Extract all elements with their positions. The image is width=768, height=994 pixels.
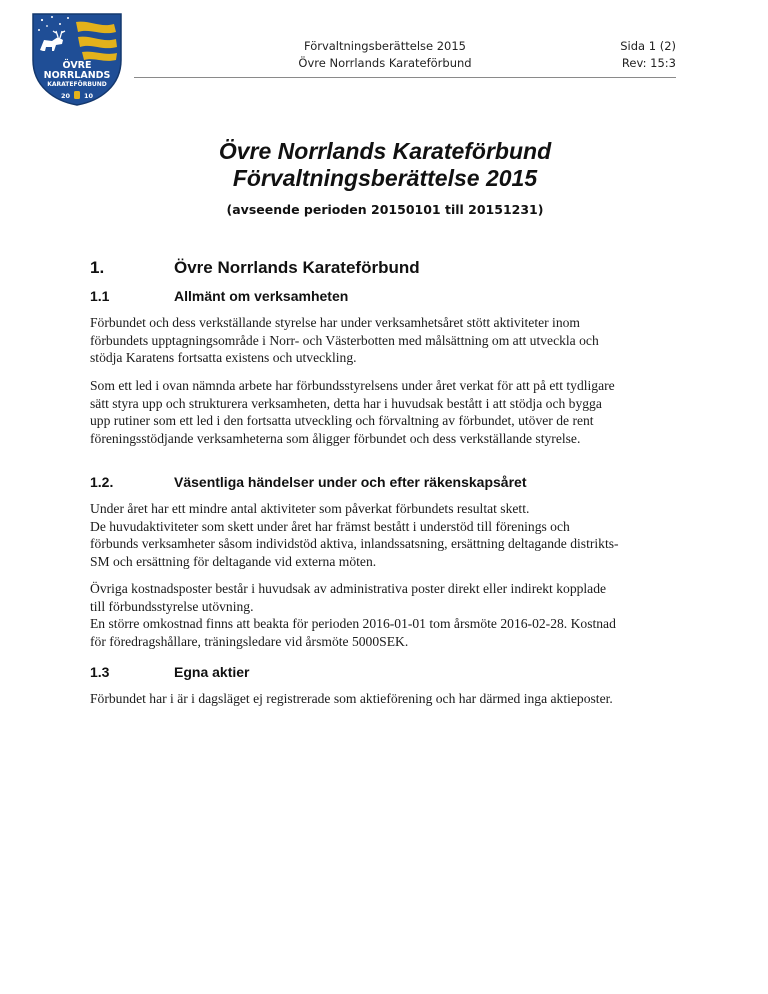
- logo-year-right: 10: [84, 92, 94, 100]
- section-1-1-paragraph-2: [90, 377, 682, 447]
- text-line: Under året har ett mindre antal aktiviteter som påverkat förbundets resultat skett.: [90, 501, 530, 516]
- logo-year-left: 20: [60, 92, 70, 100]
- section-1-3-number: 1.3: [90, 664, 110, 680]
- text-line: En större omkostnad finns att beakta för perioden 2016-01-01 tom årsmöte 2016-02-28. Kostnad: [90, 616, 616, 631]
- text-line: SM och ersättning för deltagande vid externa möten.: [90, 553, 377, 569]
- text-line: föreningsstödjande verksamheterna som åligger förbundet och dess verkställande styrelse.: [90, 430, 581, 446]
- section-1-2-paragraph-1: [90, 500, 682, 570]
- section-1-2-paragraph-2: [90, 580, 682, 650]
- text-line: Övriga kostnadsposter består i huvudsak av administrativa poster direkt eller indirekt kopplade: [90, 581, 607, 596]
- text-line: förbunds verksamheter såsom individstöd aktiva, inlandssatsning, ersättning deltagande distrikts-: [90, 536, 619, 551]
- text-line: stödja Karatens fortsatta existens och utveckling.: [90, 350, 357, 365]
- header-org-name: Övre Norrlands Karateförbund: [298, 56, 472, 70]
- logo-figure-icon: [74, 91, 80, 99]
- header-center: [270, 38, 500, 72]
- header-rule: [134, 77, 676, 78]
- logo-text-line1: ÖVRE: [62, 60, 92, 71]
- text-line: sätt styra upp och strukturera verksamheten, detta har i huvudsak bestått i att stödja och bygga: [90, 395, 602, 411]
- section-1-1-number: 1.1: [90, 288, 110, 304]
- header-revision: Rev: 15:3: [621, 56, 676, 70]
- text-line: De huvudaktiviteter som skett under året har främst bestått i understöd till förenings och: [90, 518, 570, 534]
- text-line: till förbundsstyrelse utövning.: [90, 598, 254, 614]
- section-1-3-paragraph-1: [90, 690, 682, 708]
- text-line: Som ett led i ovan nämnda arbete har förbundsstyrelsens under året verkat för att på ett tydligare: [90, 378, 615, 393]
- section-1-2-number: 1.2.: [90, 474, 114, 490]
- section-1-title: Övre Norrlands Karateförbund: [174, 258, 420, 277]
- document-subtitle: (avseende perioden 20150101 till 20151231): [226, 202, 544, 217]
- text-line: Förbundet och dess verkställande styrelse har under verksamhetsåret stött aktiviteter inom: [90, 315, 580, 330]
- section-1-3-title: Egna aktier: [174, 664, 250, 680]
- section-1-1-paragraph-1: [90, 314, 682, 367]
- federation-logo: [30, 10, 124, 106]
- document-title: [90, 138, 680, 192]
- text-line: förbundets upptagningsområde i Norr- och Västerbotten med målsättning om att utveckla och: [90, 332, 599, 348]
- header-doc-title: Förvaltningsberättelse 2015: [303, 39, 467, 53]
- section-1-number: 1.: [90, 258, 105, 277]
- logo-text-line2: NORRLANDS: [43, 70, 111, 81]
- logo-text-line3: KARATEFÖRBUND: [47, 81, 107, 88]
- header-page-number: Sida 1 (2): [620, 39, 676, 53]
- text-line: för föredragshållare, träningsledare vid årsmöte 5000SEK.: [90, 633, 409, 649]
- text-line: Förbundet har i är i dagsläget ej registrerade som aktieförening och har därmed inga aktieposter.: [90, 691, 613, 706]
- section-1-1-title: Allmänt om verksamheten: [174, 288, 349, 304]
- title-line-1: Övre Norrlands Karateförbund: [218, 138, 552, 164]
- text-line: upp rutiner som ett led i den fortsatta utveckling och förvaltning av förbundet, utöver de rent: [90, 413, 594, 428]
- title-line-2: Förvaltningsberättelse 2015: [232, 165, 538, 191]
- section-1-2-title: Väsentliga händelser under och efter räkenskapsåret: [174, 474, 527, 490]
- header-right: [606, 38, 676, 72]
